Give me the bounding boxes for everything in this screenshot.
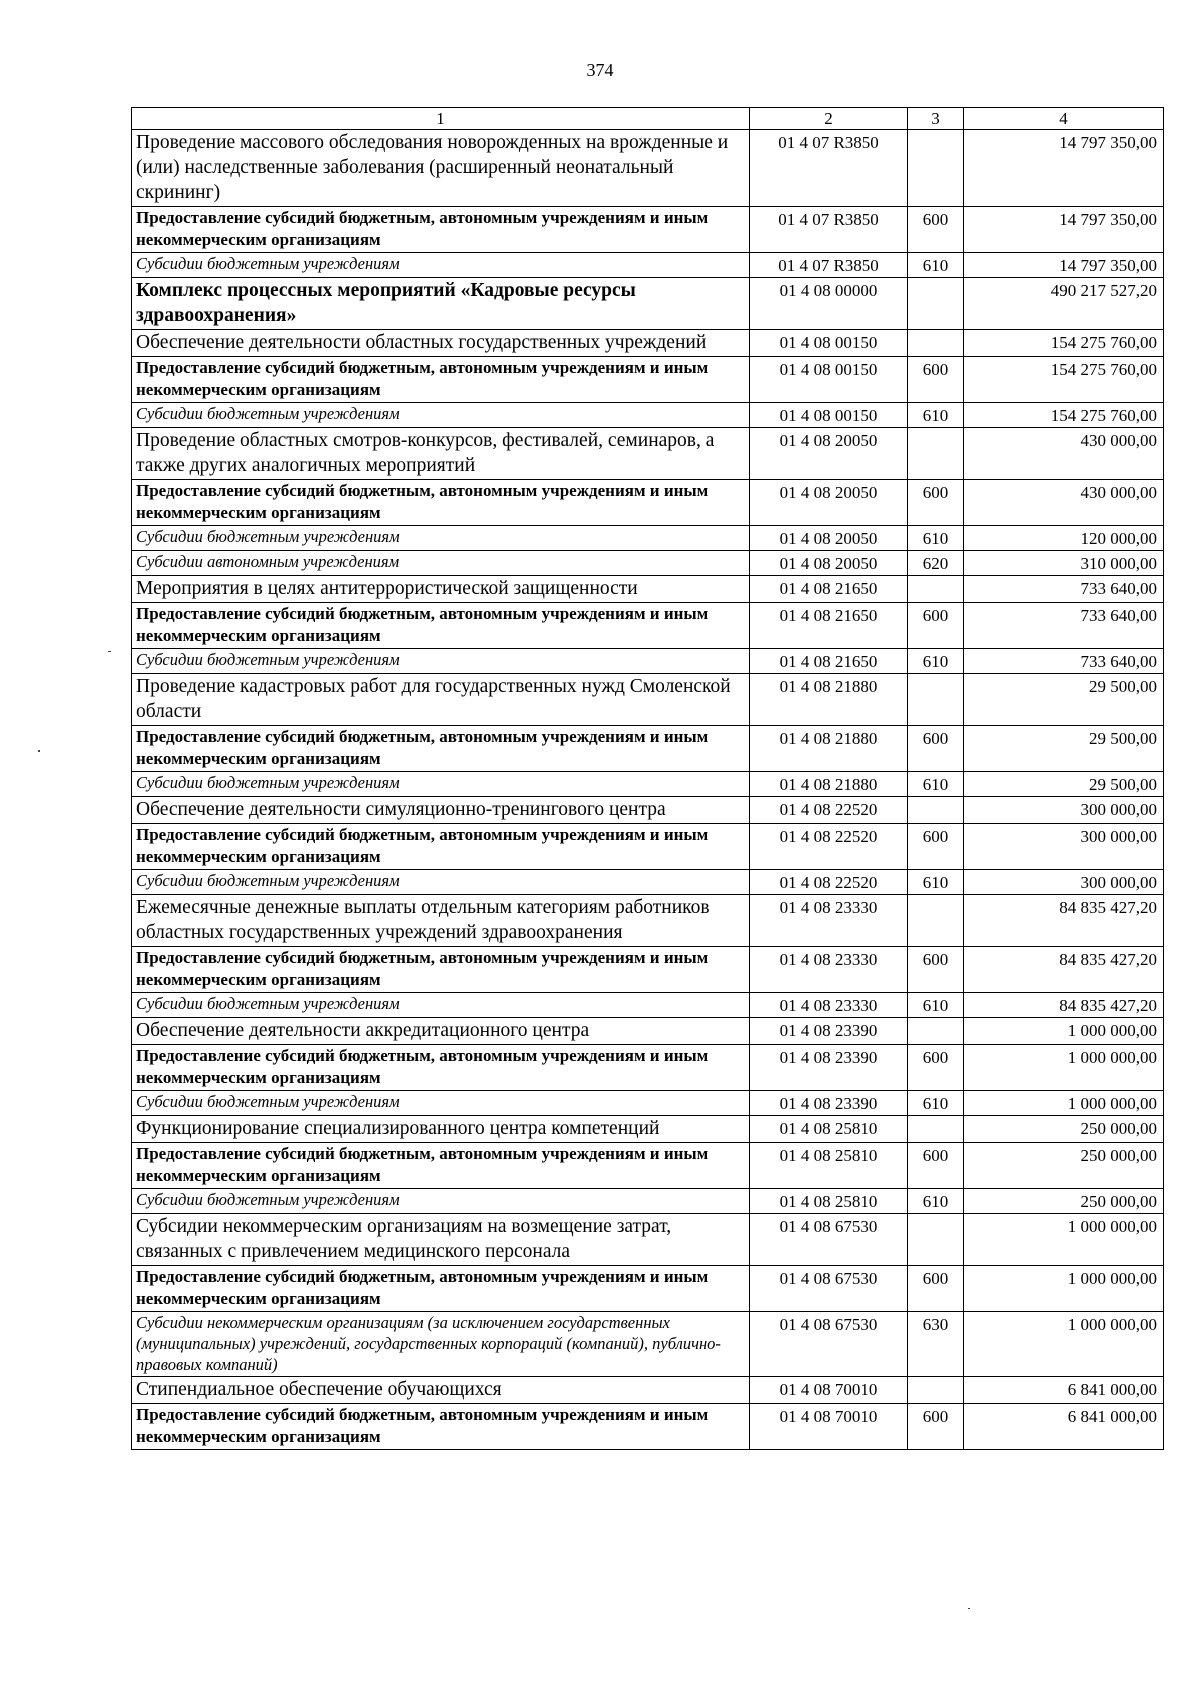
- row-name-cell: Субсидии бюджетным учреждениям: [132, 1091, 750, 1116]
- row-expense-type-cell: 600: [908, 207, 964, 253]
- row-amount-cell: 29 500,00: [964, 674, 1164, 726]
- row-amount-cell: 84 835 427,20: [964, 947, 1164, 993]
- row-name-cell: Комплекс процессных мероприятий «Кадровые ресурсы здравоохранения»: [132, 278, 750, 330]
- row-name-cell: Предоставление субсидий бюджетным, автономным учреждениям и иным некоммерческим организациям: [132, 1266, 750, 1312]
- row-code-cell: 01 4 08 21650: [750, 603, 908, 649]
- row-code-cell: 01 4 08 20050: [750, 480, 908, 526]
- row-code-cell: 01 4 08 22520: [750, 824, 908, 870]
- row-code-cell: 01 4 08 70010: [750, 1377, 908, 1404]
- row-expense-type-cell: 600: [908, 1266, 964, 1312]
- row-expense-type-cell: [908, 330, 964, 357]
- table-row: [132, 1018, 1164, 1045]
- row-name-cell: Проведение массового обследования новорожденных на врожденные и (или) наследственные заболевания (расширенный неонатальный скрининг): [132, 130, 750, 207]
- table-row: [132, 357, 1164, 403]
- row-amount-cell: 300 000,00: [964, 797, 1164, 824]
- table-row: [132, 603, 1164, 649]
- row-name-cell: Субсидии бюджетным учреждениям: [132, 253, 750, 278]
- row-code-cell: 01 4 08 23390: [750, 1091, 908, 1116]
- row-name-cell: Обеспечение деятельности симуляционно-тренингового центра: [132, 797, 750, 824]
- table-row: [132, 870, 1164, 895]
- row-name-cell: Субсидии автономным учреждениям: [132, 551, 750, 576]
- row-code-cell: 01 4 08 22520: [750, 870, 908, 895]
- row-code-cell: 01 4 08 00000: [750, 278, 908, 330]
- row-amount-cell: 154 275 760,00: [964, 403, 1164, 428]
- row-expense-type-cell: 600: [908, 1404, 964, 1450]
- row-amount-cell: 84 835 427,20: [964, 993, 1164, 1018]
- row-name-cell: Субсидии бюджетным учреждениям: [132, 870, 750, 895]
- row-code-cell: 01 4 08 00150: [750, 330, 908, 357]
- table-row: [132, 330, 1164, 357]
- row-expense-type-cell: 600: [908, 357, 964, 403]
- table-row: [132, 1143, 1164, 1189]
- table-row: [132, 1214, 1164, 1266]
- row-code-cell: 01 4 08 25810: [750, 1189, 908, 1214]
- row-code-cell: 01 4 08 23330: [750, 993, 908, 1018]
- row-expense-type-cell: [908, 1377, 964, 1404]
- row-amount-cell: 300 000,00: [964, 824, 1164, 870]
- table-row: [132, 576, 1164, 603]
- row-name-cell: Субсидии бюджетным учреждениям: [132, 403, 750, 428]
- row-amount-cell: 250 000,00: [964, 1143, 1164, 1189]
- table-row: [132, 726, 1164, 772]
- row-amount-cell: 14 797 350,00: [964, 207, 1164, 253]
- table-row: [132, 772, 1164, 797]
- table-row: [132, 278, 1164, 330]
- column-header-code: 2: [750, 108, 908, 130]
- row-name-cell: Мероприятия в целях антитеррористической защищенности: [132, 576, 750, 603]
- row-code-cell: 01 4 08 25810: [750, 1143, 908, 1189]
- row-code-cell: 01 4 07 R3850: [750, 130, 908, 207]
- row-expense-type-cell: 610: [908, 526, 964, 551]
- row-amount-cell: 300 000,00: [964, 870, 1164, 895]
- row-name-cell: Проведение кадастровых работ для государственных нужд Смоленской области: [132, 674, 750, 726]
- table-row: [132, 947, 1164, 993]
- scan-speck: [38, 750, 40, 752]
- row-code-cell: 01 4 08 20050: [750, 526, 908, 551]
- row-amount-cell: 29 500,00: [964, 772, 1164, 797]
- row-name-cell: Предоставление субсидий бюджетным, автономным учреждениям и иным некоммерческим организациям: [132, 824, 750, 870]
- row-amount-cell: 154 275 760,00: [964, 357, 1164, 403]
- row-expense-type-cell: [908, 428, 964, 480]
- row-amount-cell: 14 797 350,00: [964, 253, 1164, 278]
- row-amount-cell: 490 217 527,20: [964, 278, 1164, 330]
- row-expense-type-cell: 610: [908, 772, 964, 797]
- row-expense-type-cell: 610: [908, 253, 964, 278]
- row-amount-cell: 1 000 000,00: [964, 1214, 1164, 1266]
- row-amount-cell: 29 500,00: [964, 726, 1164, 772]
- row-expense-type-cell: [908, 1018, 964, 1045]
- table-row: [132, 895, 1164, 947]
- row-expense-type-cell: 600: [908, 480, 964, 526]
- row-code-cell: 01 4 08 20050: [750, 428, 908, 480]
- column-header-expense-type: 3: [908, 108, 964, 130]
- row-amount-cell: 1 000 000,00: [964, 1312, 1164, 1377]
- row-code-cell: 01 4 08 23330: [750, 895, 908, 947]
- table-row: [132, 1116, 1164, 1143]
- row-expense-type-cell: 610: [908, 870, 964, 895]
- row-amount-cell: 733 640,00: [964, 603, 1164, 649]
- row-name-cell: Субсидии бюджетным учреждениям: [132, 649, 750, 674]
- scan-speck: [108, 651, 111, 652]
- row-expense-type-cell: 600: [908, 726, 964, 772]
- row-name-cell: Проведение областных смотров-конкурсов, фестивалей, семинаров, а также других аналогичных мероприятий: [132, 428, 750, 480]
- row-amount-cell: 310 000,00: [964, 551, 1164, 576]
- row-expense-type-cell: 600: [908, 603, 964, 649]
- row-name-cell: Предоставление субсидий бюджетным, автономным учреждениям и иным некоммерческим организациям: [132, 603, 750, 649]
- table-row: [132, 824, 1164, 870]
- row-name-cell: Обеспечение деятельности областных государственных учреждений: [132, 330, 750, 357]
- table-row: [132, 403, 1164, 428]
- row-amount-cell: 84 835 427,20: [964, 895, 1164, 947]
- page-number: 374: [586, 60, 614, 80]
- table-row: [132, 649, 1164, 674]
- row-expense-type-cell: [908, 1214, 964, 1266]
- table-row: [132, 1091, 1164, 1116]
- row-expense-type-cell: [908, 1116, 964, 1143]
- row-name-cell: Предоставление субсидий бюджетным, автономным учреждениям и иным некоммерческим организациям: [132, 357, 750, 403]
- budget-table-container: [131, 107, 1163, 1450]
- column-header-amount: 4: [964, 108, 1164, 130]
- table-row: [132, 1045, 1164, 1091]
- row-code-cell: 01 4 08 70010: [750, 1404, 908, 1450]
- row-amount-cell: 120 000,00: [964, 526, 1164, 551]
- row-amount-cell: 14 797 350,00: [964, 130, 1164, 207]
- table-header-row: [132, 108, 1164, 130]
- row-amount-cell: 1 000 000,00: [964, 1045, 1164, 1091]
- table-row: [132, 1377, 1164, 1404]
- row-expense-type-cell: 610: [908, 403, 964, 428]
- scan-speck: [968, 1608, 970, 1609]
- table-row: [132, 428, 1164, 480]
- row-name-cell: Стипендиальное обеспечение обучающихся: [132, 1377, 750, 1404]
- row-expense-type-cell: 610: [908, 1091, 964, 1116]
- table-row: [132, 480, 1164, 526]
- row-code-cell: 01 4 08 21650: [750, 576, 908, 603]
- row-expense-type-cell: [908, 797, 964, 824]
- row-amount-cell: 430 000,00: [964, 428, 1164, 480]
- row-expense-type-cell: 610: [908, 993, 964, 1018]
- row-code-cell: 01 4 08 21650: [750, 649, 908, 674]
- row-name-cell: Предоставление субсидий бюджетным, автономным учреждениям и иным некоммерческим организациям: [132, 480, 750, 526]
- row-amount-cell: 250 000,00: [964, 1189, 1164, 1214]
- row-expense-type-cell: [908, 674, 964, 726]
- row-code-cell: 01 4 08 67530: [750, 1266, 908, 1312]
- row-name-cell: Субсидии бюджетным учреждениям: [132, 993, 750, 1018]
- row-name-cell: Субсидии бюджетным учреждениям: [132, 772, 750, 797]
- budget-table: [131, 107, 1164, 1450]
- row-code-cell: 01 4 08 21880: [750, 772, 908, 797]
- row-code-cell: 01 4 08 21880: [750, 726, 908, 772]
- row-amount-cell: 430 000,00: [964, 480, 1164, 526]
- table-row: [132, 1189, 1164, 1214]
- row-name-cell: Предоставление субсидий бюджетным, автономным учреждениям и иным некоммерческим организациям: [132, 1143, 750, 1189]
- row-expense-type-cell: 600: [908, 947, 964, 993]
- row-expense-type-cell: 600: [908, 824, 964, 870]
- row-code-cell: 01 4 08 23330: [750, 947, 908, 993]
- row-amount-cell: 733 640,00: [964, 576, 1164, 603]
- row-expense-type-cell: 610: [908, 649, 964, 674]
- table-row: [132, 526, 1164, 551]
- row-name-cell: Субсидии некоммерческим организациям (за исключением государственных (муниципальных) учреждений, государственных корпораций (компаний), публично-правовых компаний): [132, 1312, 750, 1377]
- row-code-cell: 01 4 08 67530: [750, 1214, 908, 1266]
- row-name-cell: Субсидии бюджетным учреждениям: [132, 1189, 750, 1214]
- row-name-cell: Предоставление субсидий бюджетным, автономным учреждениям и иным некоммерческим организациям: [132, 207, 750, 253]
- row-name-cell: Предоставление субсидий бюджетным, автономным учреждениям и иным некоммерческим организациям: [132, 1404, 750, 1450]
- row-code-cell: 01 4 08 22520: [750, 797, 908, 824]
- row-expense-type-cell: 610: [908, 1189, 964, 1214]
- table-row: [132, 551, 1164, 576]
- row-code-cell: 01 4 08 23390: [750, 1018, 908, 1045]
- table-row: [132, 207, 1164, 253]
- row-code-cell: 01 4 08 23390: [750, 1045, 908, 1091]
- row-name-cell: Обеспечение деятельности аккредитационного центра: [132, 1018, 750, 1045]
- row-name-cell: Субсидии бюджетным учреждениям: [132, 526, 750, 551]
- row-name-cell: Предоставление субсидий бюджетным, автономным учреждениям и иным некоммерческим организациям: [132, 947, 750, 993]
- row-expense-type-cell: [908, 576, 964, 603]
- table-body: [132, 130, 1164, 1450]
- table-row: [132, 1312, 1164, 1377]
- row-amount-cell: 154 275 760,00: [964, 330, 1164, 357]
- row-code-cell: 01 4 08 21880: [750, 674, 908, 726]
- row-expense-type-cell: [908, 895, 964, 947]
- row-amount-cell: 6 841 000,00: [964, 1404, 1164, 1450]
- row-name-cell: Предоставление субсидий бюджетным, автономным учреждениям и иным некоммерческим организациям: [132, 1045, 750, 1091]
- row-name-cell: Предоставление субсидий бюджетным, автономным учреждениям и иным некоммерческим организациям: [132, 726, 750, 772]
- row-expense-type-cell: 630: [908, 1312, 964, 1377]
- table-row: [132, 674, 1164, 726]
- row-name-cell: Субсидии некоммерческим организациям на возмещение затрат, связанных с привлечением медицинского персонала: [132, 1214, 750, 1266]
- row-code-cell: 01 4 07 R3850: [750, 207, 908, 253]
- row-code-cell: 01 4 08 00150: [750, 403, 908, 428]
- table-row: [132, 993, 1164, 1018]
- row-code-cell: 01 4 08 67530: [750, 1312, 908, 1377]
- row-name-cell: Функционирование специализированного центра компетенций: [132, 1116, 750, 1143]
- column-header-name: 1: [132, 108, 750, 130]
- row-name-cell: Ежемесячные денежные выплаты отдельным категориям работников областных государственных учреждений здравоохранения: [132, 895, 750, 947]
- row-expense-type-cell: [908, 130, 964, 207]
- row-code-cell: 01 4 07 R3850: [750, 253, 908, 278]
- row-code-cell: 01 4 08 00150: [750, 357, 908, 403]
- table-row: [132, 130, 1164, 207]
- table-row: [132, 1404, 1164, 1450]
- row-code-cell: 01 4 08 25810: [750, 1116, 908, 1143]
- row-expense-type-cell: [908, 278, 964, 330]
- table-row: [132, 1266, 1164, 1312]
- row-amount-cell: 1 000 000,00: [964, 1091, 1164, 1116]
- table-row: [132, 253, 1164, 278]
- row-expense-type-cell: 600: [908, 1143, 964, 1189]
- row-amount-cell: 733 640,00: [964, 649, 1164, 674]
- row-amount-cell: 6 841 000,00: [964, 1377, 1164, 1404]
- row-code-cell: 01 4 08 20050: [750, 551, 908, 576]
- row-amount-cell: 1 000 000,00: [964, 1018, 1164, 1045]
- row-expense-type-cell: 600: [908, 1045, 964, 1091]
- row-amount-cell: 1 000 000,00: [964, 1266, 1164, 1312]
- row-expense-type-cell: 620: [908, 551, 964, 576]
- table-row: [132, 797, 1164, 824]
- row-amount-cell: 250 000,00: [964, 1116, 1164, 1143]
